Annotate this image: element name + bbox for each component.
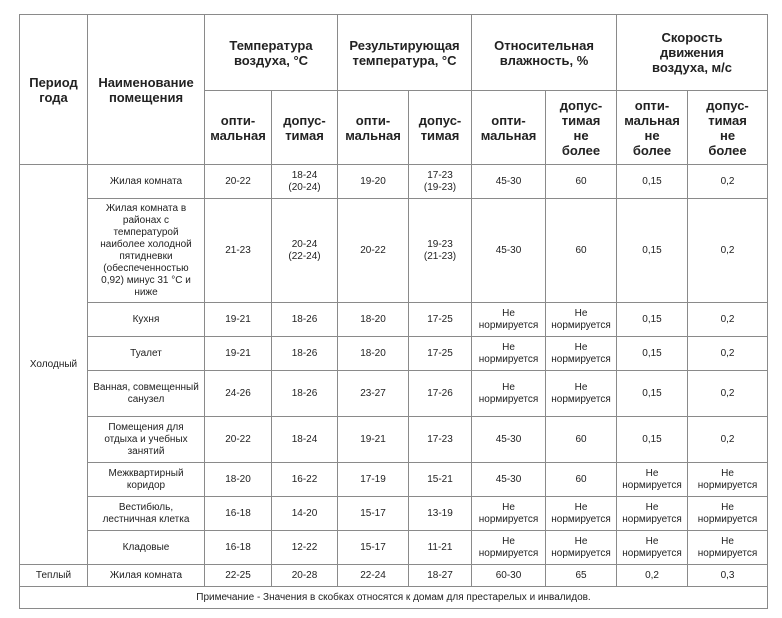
speed-opt: Не нормируется: [617, 531, 688, 565]
air-temp-allow: 18-24 (20-24): [272, 165, 338, 199]
note-row: [20, 587, 768, 609]
air-temp-allow: 14-20: [272, 497, 338, 531]
humidity-opt: 45-30: [472, 463, 546, 497]
result-temp-opt: 22-24: [338, 565, 409, 587]
table-row: [20, 497, 768, 531]
humidity-opt: 45-30: [472, 165, 546, 199]
table-row: [20, 463, 768, 497]
speed-opt: 0,15: [617, 303, 688, 337]
result-temp-opt: 19-20: [338, 165, 409, 199]
humidity-opt: Не нормируется: [472, 531, 546, 565]
humidity-opt: 60-30: [472, 565, 546, 587]
air-temp-allow: 18-24: [272, 417, 338, 463]
air-temp-opt: 18-20: [205, 463, 272, 497]
air-temp-opt: 20-22: [205, 165, 272, 199]
humidity-allow: Не нормируется: [546, 337, 617, 371]
humidity-opt: 45-30: [472, 199, 546, 303]
table-row-warm: [20, 565, 768, 587]
air-temp-allow: 18-26: [272, 337, 338, 371]
table-row: [20, 199, 768, 303]
speed-allow: Не нормируется: [688, 463, 768, 497]
subheader-speed-allow: допус- тимая не более: [688, 91, 768, 165]
humidity-allow: 60: [546, 417, 617, 463]
room-name: Жилая комната: [88, 165, 205, 199]
table-row: [20, 531, 768, 565]
subheader-speed-opt: опти- мальная не более: [617, 91, 688, 165]
speed-opt: 0,2: [617, 565, 688, 587]
header-air-temp: Температура воздуха, °С: [205, 15, 338, 91]
comfort-norms-table: [19, 14, 768, 609]
humidity-opt: Не нормируется: [472, 303, 546, 337]
subheader-result-temp-opt: опти- мальная: [338, 91, 409, 165]
room-name: Вестибюль, лестничная клетка: [88, 497, 205, 531]
header-humidity: Относительная влажность, %: [472, 15, 617, 91]
humidity-allow: Не нормируется: [546, 497, 617, 531]
air-temp-allow: 20-28: [272, 565, 338, 587]
subheader-result-temp-allow: допус- тимая: [409, 91, 472, 165]
result-temp-opt: 15-17: [338, 531, 409, 565]
header-room: Наименование помещения: [88, 15, 205, 165]
speed-opt: 0,15: [617, 417, 688, 463]
speed-opt: 0,15: [617, 337, 688, 371]
humidity-allow: 65: [546, 565, 617, 587]
header-row-1: [20, 15, 768, 91]
speed-allow: 0,2: [688, 303, 768, 337]
humidity-allow: 60: [546, 165, 617, 199]
result-temp-allow: 17-25: [409, 337, 472, 371]
humidity-allow: 60: [546, 199, 617, 303]
room-name: Межквартирный коридор: [88, 463, 205, 497]
air-temp-opt: 16-18: [205, 531, 272, 565]
result-temp-allow: 17-26: [409, 371, 472, 417]
result-temp-allow: 19-23 (21-23): [409, 199, 472, 303]
result-temp-allow: 13-19: [409, 497, 472, 531]
speed-allow: Не нормируется: [688, 497, 768, 531]
speed-allow: 0,2: [688, 165, 768, 199]
table-row: [20, 303, 768, 337]
speed-allow: Не нормируется: [688, 531, 768, 565]
header-period: Период года: [20, 15, 88, 165]
humidity-allow: Не нормируется: [546, 303, 617, 337]
subheader-humidity-allow: допус- тимая не более: [546, 91, 617, 165]
table-row: [20, 337, 768, 371]
result-temp-opt: 15-17: [338, 497, 409, 531]
season-cold: Холодный: [20, 165, 88, 565]
speed-opt: Не нормируется: [617, 497, 688, 531]
result-temp-allow: 17-25: [409, 303, 472, 337]
result-temp-opt: 18-20: [338, 303, 409, 337]
air-temp-opt: 22-25: [205, 565, 272, 587]
subheader-air-temp-opt: опти- мальная: [205, 91, 272, 165]
subheader-air-temp-allow: допус- тимая: [272, 91, 338, 165]
humidity-opt: Не нормируется: [472, 371, 546, 417]
air-temp-allow: 18-26: [272, 303, 338, 337]
speed-allow: 0,3: [688, 565, 768, 587]
table-row: [20, 371, 768, 417]
air-temp-allow: 12-22: [272, 531, 338, 565]
speed-allow: 0,2: [688, 337, 768, 371]
speed-opt: 0,15: [617, 165, 688, 199]
air-temp-opt: 21-23: [205, 199, 272, 303]
room-name: Туалет: [88, 337, 205, 371]
table-note: Примечание - Значения в скобках относятся к домам для престарелых и инвалидов.: [20, 587, 768, 609]
air-temp-opt: 16-18: [205, 497, 272, 531]
humidity-opt: Не нормируется: [472, 497, 546, 531]
room-name: Ванная, совмещенный санузел: [88, 371, 205, 417]
humidity-opt: 45-30: [472, 417, 546, 463]
result-temp-allow: 15-21: [409, 463, 472, 497]
header-air-speed: Скорость движения воздуха, м/с: [617, 15, 768, 91]
speed-opt: Не нормируется: [617, 463, 688, 497]
air-temp-opt: 24-26: [205, 371, 272, 417]
air-temp-allow: 16-22: [272, 463, 338, 497]
room-name: Жилая комната в районах с температурой наиболее холодной пятидневки (обеспеченностью 0,92) минус 31 °С и ниже: [88, 199, 205, 303]
room-name: Жилая комната: [88, 565, 205, 587]
air-temp-opt: 20-22: [205, 417, 272, 463]
result-temp-opt: 19-21: [338, 417, 409, 463]
table-row: [20, 417, 768, 463]
speed-allow: 0,2: [688, 371, 768, 417]
subheader-humidity-opt: опти- мальная: [472, 91, 546, 165]
air-temp-opt: 19-21: [205, 337, 272, 371]
result-temp-opt: 23-27: [338, 371, 409, 417]
result-temp-opt: 20-22: [338, 199, 409, 303]
air-temp-opt: 19-21: [205, 303, 272, 337]
room-name: Кладовые: [88, 531, 205, 565]
humidity-allow: 60: [546, 463, 617, 497]
result-temp-opt: 17-19: [338, 463, 409, 497]
room-name: Помещения для отдыха и учебных занятий: [88, 417, 205, 463]
speed-allow: 0,2: [688, 199, 768, 303]
speed-allow: 0,2: [688, 417, 768, 463]
speed-opt: 0,15: [617, 199, 688, 303]
result-temp-allow: 17-23: [409, 417, 472, 463]
room-name: Кухня: [88, 303, 205, 337]
air-temp-allow: 20-24 (22-24): [272, 199, 338, 303]
table-row: [20, 165, 768, 199]
speed-opt: 0,15: [617, 371, 688, 417]
humidity-allow: Не нормируется: [546, 371, 617, 417]
air-temp-allow: 18-26: [272, 371, 338, 417]
humidity-allow: Не нормируется: [546, 531, 617, 565]
result-temp-allow: 17-23 (19-23): [409, 165, 472, 199]
result-temp-opt: 18-20: [338, 337, 409, 371]
header-result-temp: Результирующая температура, °С: [338, 15, 472, 91]
result-temp-allow: 11-21: [409, 531, 472, 565]
result-temp-allow: 18-27: [409, 565, 472, 587]
humidity-opt: Не нормируется: [472, 337, 546, 371]
season-warm: Теплый: [20, 565, 88, 587]
